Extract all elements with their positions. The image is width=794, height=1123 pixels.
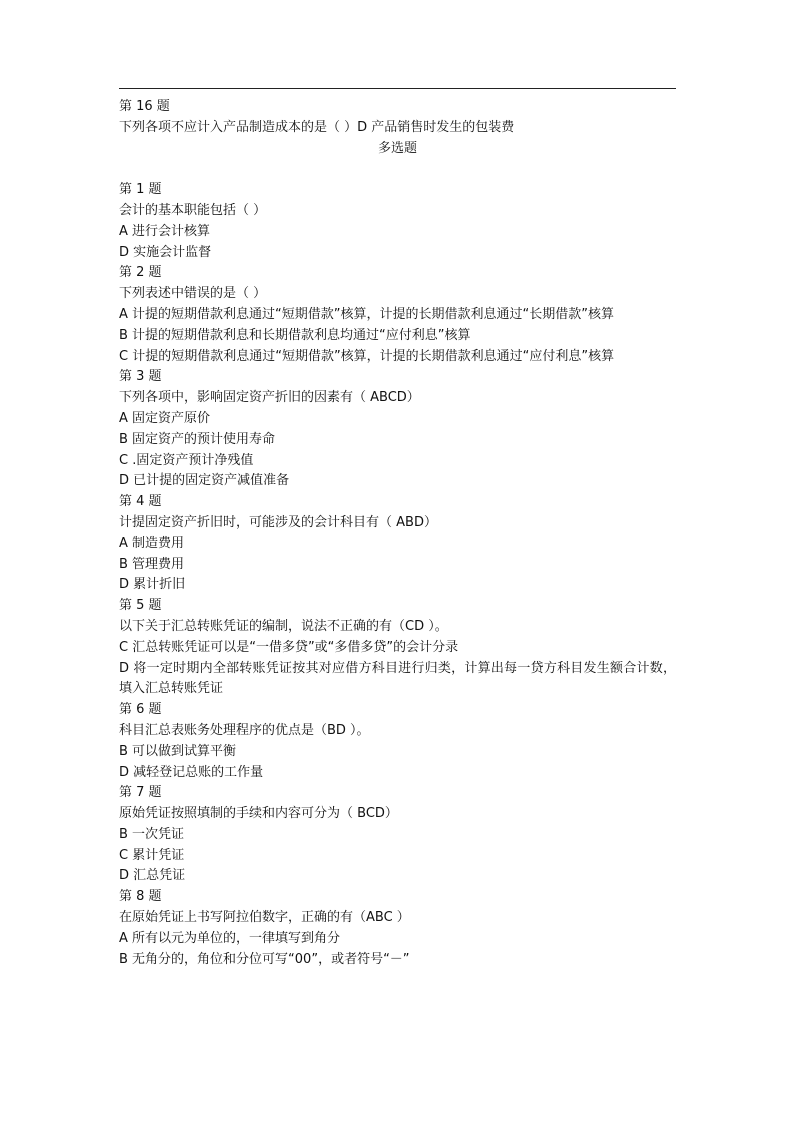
question-4-option-d: D 累计折旧 (119, 577, 186, 593)
question-6-header: 第 6 题 (119, 702, 162, 718)
question-8-header: 第 8 题 (119, 889, 162, 905)
question-5-header: 第 5 题 (119, 598, 162, 614)
question-1-option-a: A 进行会计核算 (119, 223, 211, 239)
section-title: 多选题 (377, 140, 417, 156)
question-8-option-a: A 所有以元为单位的，一律填写到角分 (119, 930, 341, 946)
spacer (119, 159, 676, 180)
question-6-option-d: D 减轻登记总账的工作量 (119, 764, 264, 780)
question-8-text: 在原始凭证上书写阿拉伯数字，正确的有（ABC ） (119, 910, 410, 926)
question-1-option-d: D 实施会计监督 (119, 244, 212, 260)
question-5-option-c: C 汇总转账凭证可以是“一借多贷”或“多借多贷”的会计分录 (119, 639, 459, 655)
question-7-option-c: C 累计凭证 (119, 847, 185, 863)
question-4-option-a: A 制造费用 (119, 535, 185, 551)
question-8-option-b: B 无角分的，角位和分位可写“00”，或者符号“－” (119, 951, 410, 967)
document-body (119, 97, 676, 970)
question-4-option-b: B 管理费用 (119, 556, 185, 572)
question-5-option-d: D 将一定时期内全部转账凭证按其对应借方科目进行归类，计算出每一贷方科目发生额合计数，填入汇总转账凭证 (119, 660, 676, 697)
question-7-header: 第 7 题 (119, 785, 162, 801)
question-3-option-d: D 已计提的固定资产减值准备 (119, 473, 290, 489)
question-2-text: 下列表述中错误的是（ ） (119, 286, 267, 302)
question-3-text: 下列各项中，影响固定资产折旧的因素有（ ABCD） (119, 390, 420, 406)
header-rule (119, 88, 676, 89)
question-2-header: 第 2 题 (119, 265, 162, 281)
question-3-option-a: A 固定资产原价 (119, 410, 211, 426)
question-1-header: 第 1 题 (119, 182, 162, 198)
question-16-text: 下列各项不应计入产品制造成本的是（ ）D 产品销售时发生的包装费 (119, 119, 515, 135)
question-2-option-a: A 计提的短期借款利息通过“短期借款”核算，计提的长期借款利息通过“长期借款”核算 (119, 306, 614, 322)
question-6-text: 科目汇总表账务处理程序的优点是（BD ）。 (119, 722, 370, 738)
question-3-option-b: B 固定资产的预计使用寿命 (119, 431, 276, 447)
question-7-text: 原始凭证按照填制的手续和内容可分为（ BCD） (119, 806, 398, 822)
question-7-option-d: D 汇总凭证 (119, 868, 186, 884)
question-2-option-b: B 计提的短期借款利息和长期借款利息均通过“应付利息”核算 (119, 327, 471, 343)
question-3-header: 第 3 题 (119, 369, 162, 385)
question-4-header: 第 4 题 (119, 494, 162, 510)
question-3-option-c: C .固定资产预计净残值 (119, 452, 254, 468)
question-5-text: 以下关于汇总转账凭证的编制，说法不正确的有（CD ）。 (119, 618, 448, 634)
question-1-text: 会计的基本职能包括（ ） (119, 202, 267, 218)
question-16-header: 第 16 题 (119, 99, 170, 114)
question-6-option-b: B 可以做到试算平衡 (119, 743, 237, 759)
question-4-text: 计提固定资产折旧时，可能涉及的会计科目有（ ABD） (119, 514, 437, 530)
question-7-option-b: B 一次凭证 (119, 826, 185, 842)
question-2-option-c: C 计提的短期借款利息通过“短期借款”核算，计提的长期借款利息通过“应付利息”核算 (119, 348, 615, 364)
